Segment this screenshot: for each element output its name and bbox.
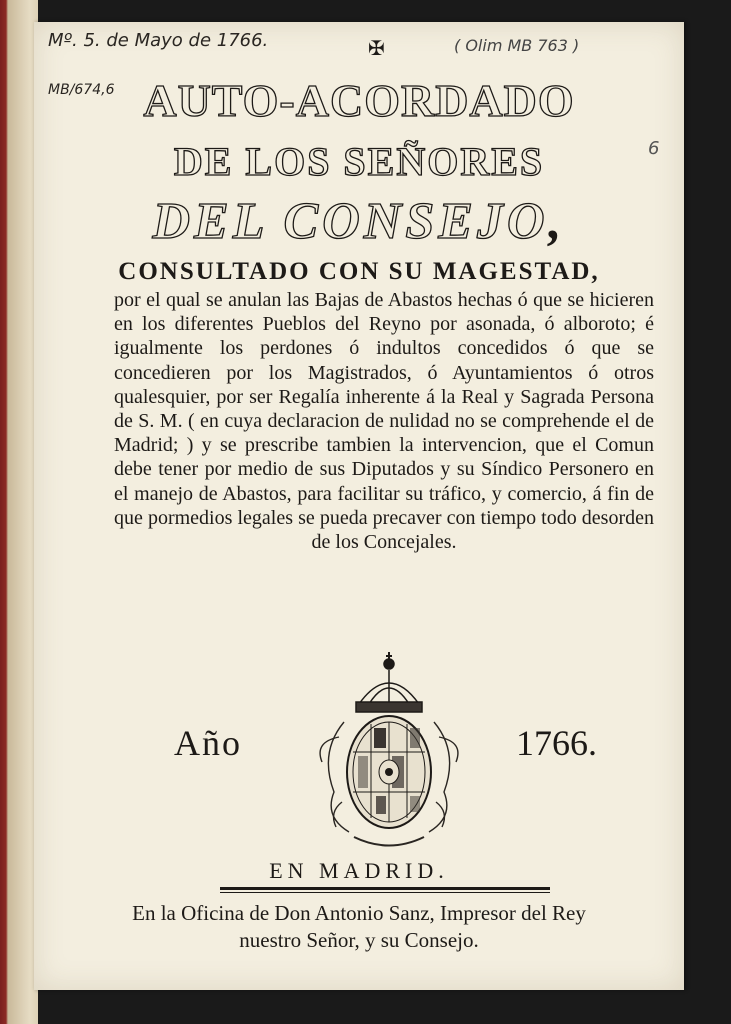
title-line-1: AUTO-ACORDADO	[143, 75, 575, 126]
year-label: Año	[174, 723, 242, 763]
title-line-2: DE LOS SEÑORES	[173, 139, 545, 184]
year-value: 1766.	[516, 723, 597, 763]
subtitle: CONSULTADO CON SU MAGESTAD,	[118, 258, 600, 285]
title-line-3-text: DEL CONSEJO	[152, 193, 549, 250]
handwritten-shelfmark: MB/674,6	[48, 82, 115, 98]
cross-ornament: ✠	[368, 36, 385, 60]
double-rule-thick	[220, 887, 550, 890]
handwritten-date-note: Mº. 5. de Mayo de 1766.	[48, 30, 269, 51]
imprint-line-1: En la Oficina de Don Antonio Sanz, Impresor del Rey	[132, 901, 586, 925]
imprint-city: EN MADRID.	[269, 858, 449, 883]
royal-coat-of-arms-icon	[304, 642, 474, 852]
title-line-3	[34, 192, 684, 251]
title-line-3-comma: ,	[548, 193, 566, 250]
double-rule-thin	[220, 892, 550, 893]
book-spine-edge	[0, 0, 38, 1024]
handwritten-catalog-ref: ( Olim MB 763 )	[454, 36, 580, 55]
imprint	[34, 900, 684, 954]
title-description: por el qual se anulan las Bajas de Abastos hechas ó que se hicieren en los diferentes Pueblos del Reyno por asonada, ó alboroto; é igualmente los perdones ó indultos concedidos ó que se concedieren por los Magistrados, ó Ayuntamientos ó otros qualesquier, por ser Regalía inherente á la Real y Sagrada Persona de S. M. ( en cuya declaracion de nulidad no se comprehende el de Madrid; ) y se prescribe tambien la intervencion, que el Comun debe tener por medio de sus Diputados y su Síndico Personero en el manejo de Abastos, para facilitar su tráfico, y comercio, á fin de que pormedios legales se pueda precaver con tiempo todo desorden de los Concejales.	[114, 289, 654, 554]
imprint-line-2: nuestro Señor, y su Consejo.	[239, 928, 479, 952]
handwritten-page-number: 6	[648, 138, 660, 159]
title-page	[34, 22, 684, 990]
